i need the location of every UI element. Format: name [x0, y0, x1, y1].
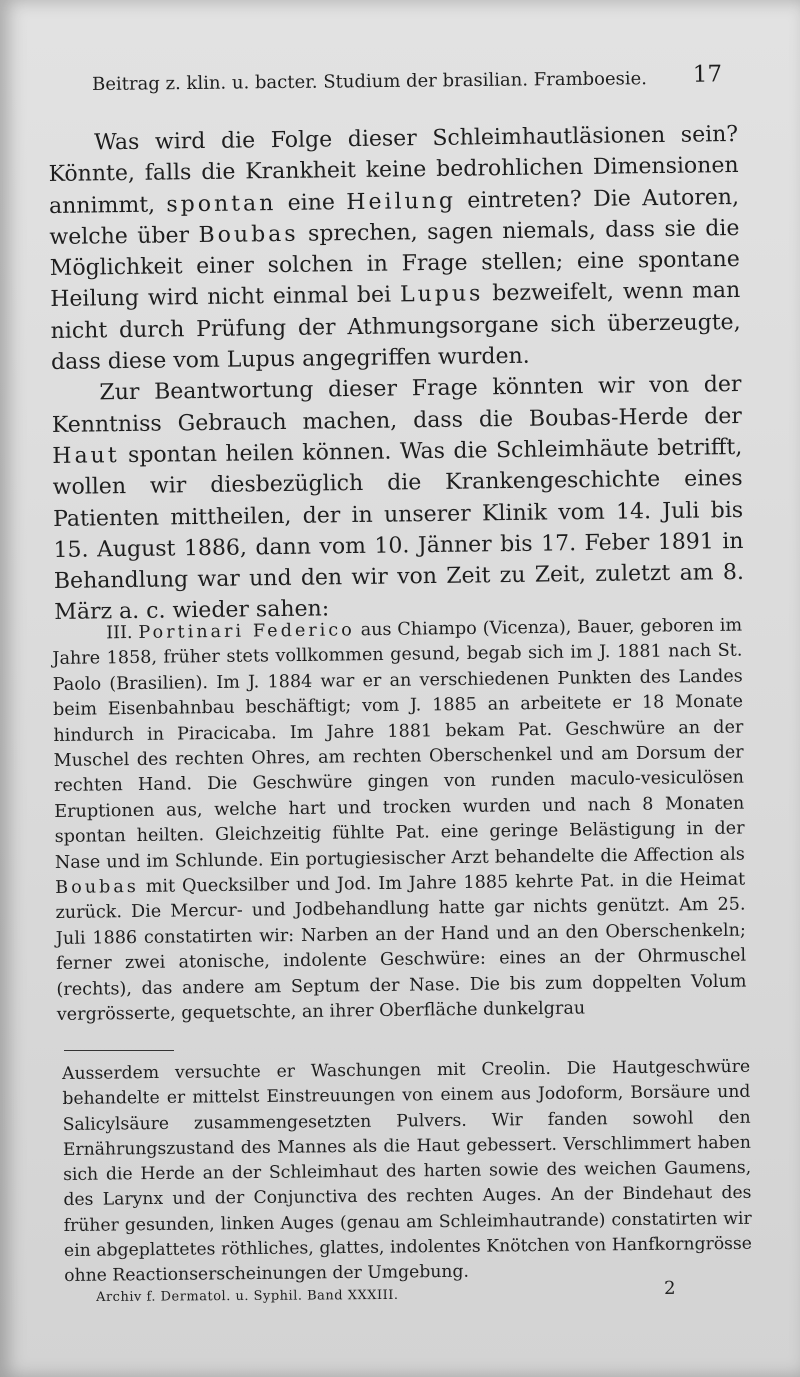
case-spaced-boubas: Boubas: [55, 877, 140, 899]
case-history: [52, 614, 747, 1029]
p1-text-a: Was wird die Folge dieser Schleimhautläsionen sein? Könnte, falls die Krankheit keine bedrohlichen Dimensionen annimmt,: [48, 121, 739, 219]
case-text-2: mit Quecksilber und Jod. Im Jahre 1885 kehrte Pat. in die Heimat zurück. Die Mercur- und Jodbehandlung hatte gar nichts genützt. Am 25. Juli 1886 constatirten wir: Narben an der Hand und an den Oberschenkeln; ferner zwei atonische, indolente Geschwüre: eines an der Ohrmuschel (rechts), das andere am Septum der Nase. Die bis zum doppelten Volum vergrösserte, gequetschte, an ihrer Oberfläche dunkelgrau: [55, 869, 747, 1026]
p1-text-g: sprechen, sagen niemals, dass sie die Möglichkeit einer solchen in Frage stellen; eine spontane Heilung wird nicht einmal bei: [49, 215, 740, 313]
p1-text-i: bezweifelt, wenn man nicht durch Prüfung der Athmungsorgane sich überzeugte, dass diese vom Lupus angegriffen wurden.: [50, 278, 741, 376]
running-title: Beitrag z. klin. u. bacter. Studium der brasilian. Framboesie.: [92, 68, 648, 95]
journal-signature: Archiv f. Dermatol. u. Syphil. Band XXXIII.: [96, 1287, 399, 1305]
footnote: [62, 1055, 752, 1290]
case-paragraph: [52, 614, 747, 1029]
footnote-text: Ausserdem versuchte er Waschungen mit Creolin. Die Hautgeschwüre behandelte er mittelst Einstreuungen von einem aus Jodoform, Borsäure und Salicylsäure zusammengesetzten Pulvers. Wir fanden sowohl den Ernährungszustand des Mannes als die Haut gebessert. Verschlimmert haben sich die Herde an der Schleimhaut des harten sowie des weichen Gaumens, des Larynx und der Conjunctiva des rechten Auges. An der Bindehaut des früher gesunden, linken Auges (genau am Schleimhautrande) constatirten wir ein abgeplattetes röthliches, glattes, indolentes Knötchen von Hanfkorngrösse ohne Reactionserscheinungen der Umgebung.: [62, 1056, 753, 1287]
paragraph-2: [51, 369, 744, 628]
spaced-word-heilung: Heilung: [346, 188, 457, 215]
patient-name: Portinari Federico: [138, 620, 355, 643]
spaced-word-boubas: Boubas: [198, 221, 299, 248]
sheet-number: 2: [663, 1277, 677, 1300]
footnote-rule: [64, 1050, 174, 1051]
spaced-word-lupus: Lupus: [399, 281, 484, 308]
paragraph-1: [48, 119, 741, 378]
case-text-1: aus Chiampo (Vicenza), Bauer, geboren im Jahre 1858, früher stets vollkommen gesund, begab sich im J. 1881 nach St. Paolo (Brasilien). Im J. 1884 war er an verschiedenen Punkten des Landes beim Eisenbahnbau beschäftigt; vom J. 1885 an arbeitete er 18 Monate hindurch in Piracicaba. Im Jahre 1881 bekam Pat. Geschwüre an der Muschel des rechten Ohres, am rechten Oberschenkel und am Dorsum der rechten Hand. Die Geschwüre gingen von runden maculo-vesiculösen Eruptionen aus, welche hart und trocken wurden und nach 8 Monaten spontan heilten. Gleichzeitig fühlte Pat. eine geringe Belästigung in der Nase und im Schlunde. Ein portugiesischer Arzt behandelte die Affection als: [52, 615, 746, 873]
spaced-word-spontan: spontan: [166, 190, 277, 218]
p1-text-e: eintreten? Die Autoren, welche über: [49, 184, 740, 250]
page-number: 17: [692, 61, 723, 88]
p2-text-c: spontan heilen können. Was die Schleimhäute betrifft, wollen wir diesbezüglich die Krankengeschichte eines Patienten mittheilen, der in unserer Klinik vom 14. Juli bis 15. August 1886, dann vom 10. Jänner bis 17. Feber 1891 in Behandlung war und den wir von Zeit zu Zeit, zuletzt am 8. März a. c. wieder sahen:: [52, 434, 745, 626]
spaced-word-haut: Haut: [52, 443, 120, 469]
running-header: [92, 61, 723, 95]
signature-line: [96, 1277, 677, 1305]
main-text: [48, 119, 744, 629]
p2-text-a: Zur Beantwortung dieser Frage könnten wir von der Kenntniss Gebrauch machen, dass die Boubas-Herde der: [51, 372, 742, 438]
case-number: III.: [106, 623, 133, 644]
p1-text-c: eine: [287, 189, 336, 216]
